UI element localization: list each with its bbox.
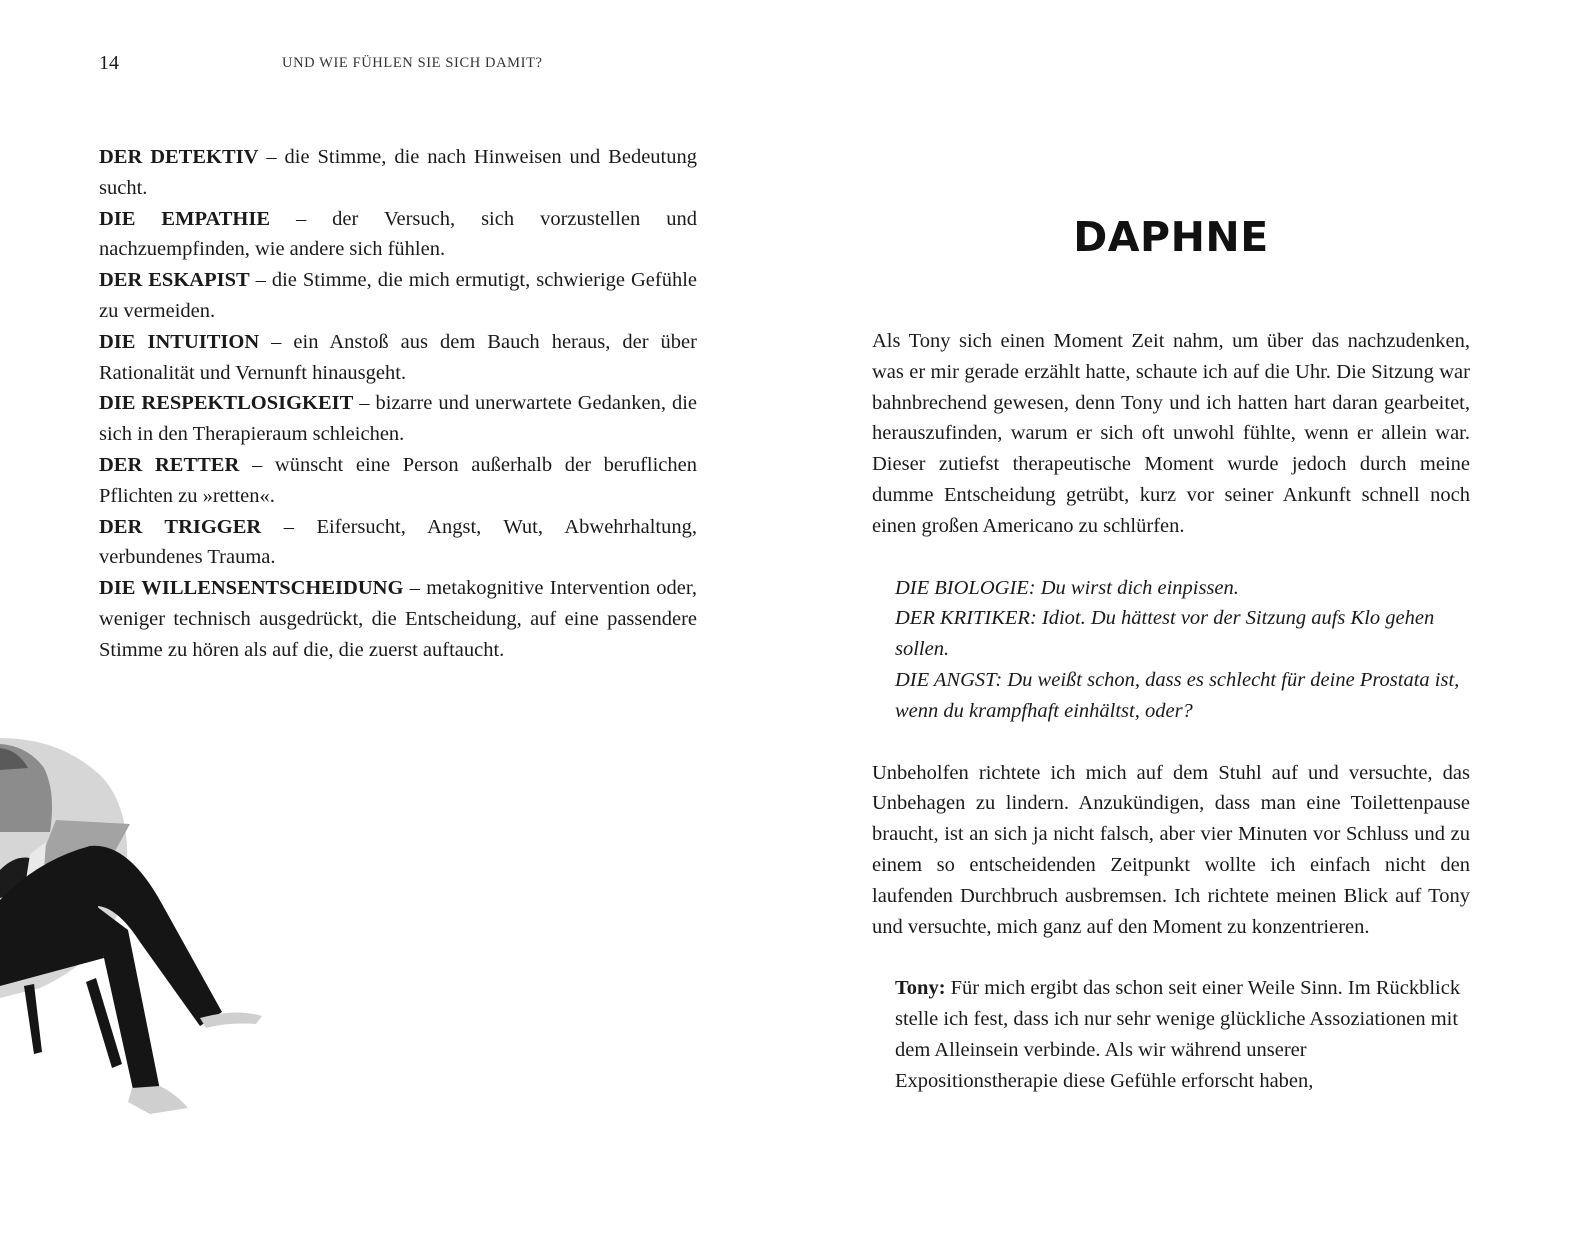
glossary-term: DER RETTER bbox=[99, 453, 240, 476]
inner-voice-line: DIE ANGST: Du weißt schon, dass es schlecht für deine Prostata ist, wenn du krampfhaft einhältst, oder? bbox=[895, 668, 1460, 722]
glossary-definition: – ein Anstoß aus dem Bauch heraus, der über Rationalität und Vernunft hinausgeht. bbox=[99, 330, 697, 384]
glossary-definition: – bizarre und unerwartete Gedanken, die sich in den Therapieraum schleichen. bbox=[99, 392, 697, 446]
glossary-definition: – der Versuch, sich vorzustellen und nachzuempfinden, wie andere sich fühlen. bbox=[99, 207, 697, 261]
inner-voice-line: DIE BIOLOGIE: Du wirst dich einpissen. bbox=[895, 576, 1239, 599]
glossary-definition: – metakognitive Intervention oder, weniger technisch ausgedrückt, die Entscheidung, auf eine passendere Stimme zu hören als auf die, die zuerst auftaucht. bbox=[99, 577, 697, 661]
dialogue-text: Für mich ergibt das schon seit einer Weile Sinn. Im Rückblick stelle ich fest, dass ich nur sehr wenige glückliche Assoziationen mit dem Alleinsein verbinde. Als wir während unserer Expositionstherapie diese Gefühle erforscht haben, bbox=[895, 977, 1461, 1092]
seated-person-illustration bbox=[0, 720, 270, 1120]
chapter-body bbox=[872, 326, 1470, 1097]
glossary-entry bbox=[99, 573, 697, 665]
glossary-definition: – Eifersucht, Angst, Wut, Abwehrhaltung, verbundenes Trauma. bbox=[99, 515, 697, 569]
body-paragraph: Unbeholfen richtete ich mich auf dem Stuhl auf und versuchte, das Unbehagen zu lindern. Anzukündigen, dass man eine Toilettenpause braucht, ist an sich ja nicht falsch, aber vier Minuten vor Schluss und zu einem so entscheidenden Zeitpunkt wollte ich einfach nicht den laufenden Durchbruch ausbremsen. Ich richtete meinen Blick auf Tony und versuchte, mich ganz auf den Moment zu konzentrieren. bbox=[872, 761, 1470, 938]
glossary-entry bbox=[99, 450, 697, 512]
page-number: 14 bbox=[99, 52, 119, 74]
glossary-term: DER ESKAPIST bbox=[99, 269, 250, 292]
glossary-list bbox=[99, 142, 697, 666]
glossary-term: DIE INTUITION bbox=[99, 330, 260, 353]
glossary-definition: – die Stimme, die mich ermutigt, schwierige Gefühle zu vermeiden. bbox=[99, 269, 698, 322]
glossary-term: DIE EMPATHIE bbox=[99, 207, 270, 230]
running-head: UND WIE FÜHLEN SIE SICH DAMIT? bbox=[282, 55, 543, 71]
glossary-term: DER DETEKTIV bbox=[99, 146, 259, 168]
glossary-definition: – wünscht eine Person außerhalb der beruflichen Pflichten zu »retten«. bbox=[99, 453, 697, 507]
glossary-entry bbox=[99, 512, 697, 574]
glossary-term: DIE WILLENSENTSCHEIDUNG bbox=[99, 577, 404, 600]
dialogue-speaker: Tony: bbox=[895, 977, 946, 1000]
glossary-term: DIE RESPEKTLOSIGKEIT bbox=[99, 392, 354, 415]
body-paragraph: Als Tony sich einen Moment Zeit nahm, um über das nachzudenken, was er mir gerade erzählt hatte, schaute ich auf die Uhr. Die Sitzung war bahnbrechend gewesen, denn Tony und ich hatten hart daran gearbeitet, herauszufinden, warum er sich oft unwohl fühlte, wenn er allein war. Dieser zutiefst therapeutische Moment wurde jedoch durch meine dumme Entscheidung getrübt, kurz vor seiner Ankunft schnell noch einen großen Americano zu schlürfen. bbox=[872, 330, 1470, 537]
inner-voice-line: DER KRITIKER: Idiot. Du hättest vor der Sitzung aufs Klo gehen sollen. bbox=[895, 607, 1435, 661]
dialogue-line bbox=[895, 973, 1470, 1096]
glossary-entry bbox=[99, 142, 697, 204]
inner-voices bbox=[895, 573, 1470, 727]
glossary-entry bbox=[99, 204, 697, 266]
glossary-entry bbox=[99, 327, 697, 389]
chapter-title: DAPHNE bbox=[1073, 213, 1269, 261]
glossary-term: DER TRIGGER bbox=[99, 515, 262, 538]
glossary-entry bbox=[99, 388, 697, 450]
glossary-entry bbox=[99, 265, 697, 327]
glossary-definition: – die Stimme, die nach Hinweisen und Bedeutung sucht. bbox=[99, 146, 697, 199]
